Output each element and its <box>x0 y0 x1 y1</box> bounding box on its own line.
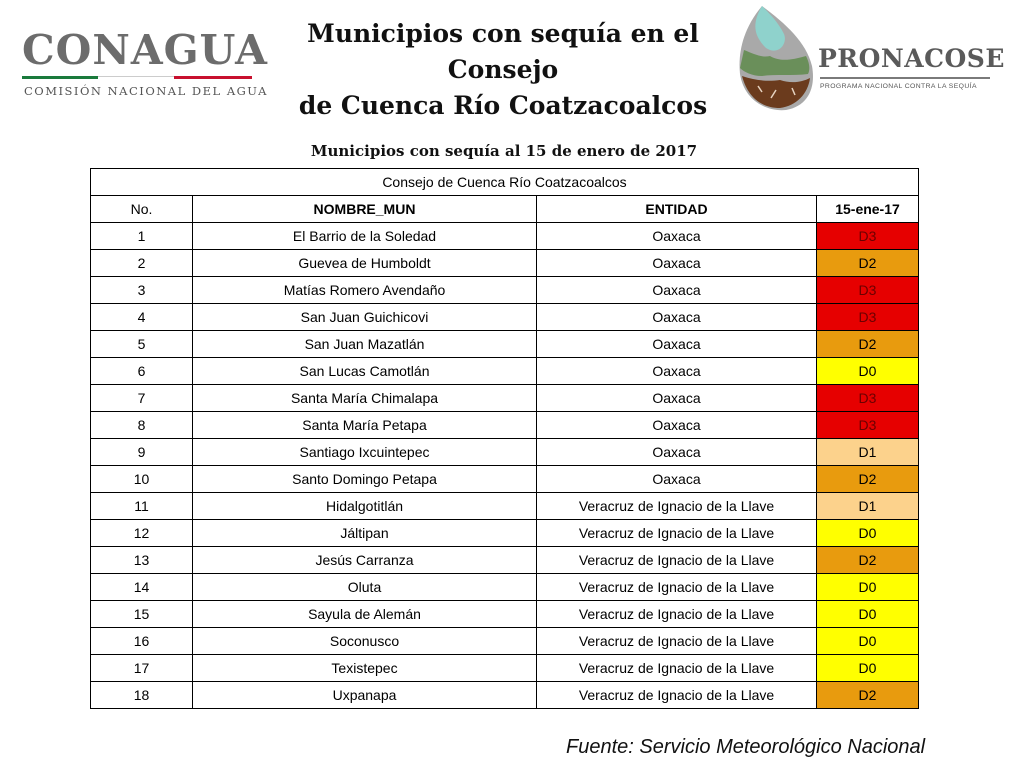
row-number: 7 <box>91 385 193 412</box>
column-header-municipality: NOMBRE_MUN <box>193 196 537 223</box>
row-number: 9 <box>91 439 193 466</box>
table-row <box>91 412 919 439</box>
municipality-name: Santa María Chimalapa <box>193 385 537 412</box>
conagua-logo-text: CONAGUA <box>22 26 268 74</box>
table-row <box>91 655 919 682</box>
source-note: Fuente: Servicio Meteorológico Nacional <box>566 736 926 758</box>
flag-stripe-green <box>22 76 98 79</box>
row-number: 1 <box>91 223 193 250</box>
flag-stripe-white <box>98 76 174 79</box>
municipality-name: Jesús Carranza <box>193 547 537 574</box>
pronacose-logo-text: PRONACOSE <box>818 44 1005 73</box>
municipality-name: San Juan Guichicovi <box>193 304 537 331</box>
table-heading: Municipios con sequía al 15 de enero de 2017 <box>310 142 698 160</box>
drought-level: D2 <box>817 331 919 358</box>
drought-level: D0 <box>817 628 919 655</box>
entity-name: Oaxaca <box>537 439 817 466</box>
municipality-name: Texistepec <box>193 655 537 682</box>
table-row <box>91 466 919 493</box>
row-number: 5 <box>91 331 193 358</box>
row-number: 3 <box>91 277 193 304</box>
entity-name: Oaxaca <box>537 277 817 304</box>
entity-name: Veracruz de Ignacio de la Llave <box>537 547 817 574</box>
municipality-name: Matías Romero Avendaño <box>193 277 537 304</box>
row-number: 11 <box>91 493 193 520</box>
municipality-name: San Lucas Camotlán <box>193 358 537 385</box>
column-header-date: 15-ene-17 <box>817 196 919 223</box>
entity-name: Oaxaca <box>537 412 817 439</box>
drought-level: D0 <box>817 574 919 601</box>
council-row <box>91 169 919 196</box>
municipality-name: Sayula de Alemán <box>193 601 537 628</box>
row-number: 13 <box>91 547 193 574</box>
table-row <box>91 439 919 466</box>
flag-stripe-red <box>174 76 252 79</box>
pronacose-logo-subtitle: PROGRAMA NACIONAL CONTRA LA SEQUÍA <box>820 83 977 90</box>
drought-level: D1 <box>817 493 919 520</box>
entity-name: Veracruz de Ignacio de la Llave <box>537 493 817 520</box>
municipality-name: Santiago Ixcuintepec <box>193 439 537 466</box>
row-number: 2 <box>91 250 193 277</box>
row-number: 10 <box>91 466 193 493</box>
municipality-name: Oluta <box>193 574 537 601</box>
drought-level: D2 <box>817 466 919 493</box>
entity-name: Veracruz de Ignacio de la Llave <box>537 520 817 547</box>
table-row <box>91 250 919 277</box>
entity-name: Oaxaca <box>537 331 817 358</box>
drought-level: D0 <box>817 655 919 682</box>
entity-name: Veracruz de Ignacio de la Llave <box>537 601 817 628</box>
municipality-name: Jáltipan <box>193 520 537 547</box>
table-row <box>91 601 919 628</box>
table-row <box>91 682 919 709</box>
municipality-name: El Barrio de la Soledad <box>193 223 537 250</box>
drought-level: D0 <box>817 358 919 385</box>
entity-name: Oaxaca <box>537 358 817 385</box>
drought-level: D0 <box>817 601 919 628</box>
page-title-line1: Municipios con sequía en el Consejo <box>307 19 699 84</box>
drought-level: D1 <box>817 439 919 466</box>
entity-name: Veracruz de Ignacio de la Llave <box>537 574 817 601</box>
drought-map-icon <box>736 4 816 112</box>
municipality-name: Santo Domingo Petapa <box>193 466 537 493</box>
table-row <box>91 358 919 385</box>
drought-level: D0 <box>817 520 919 547</box>
row-number: 14 <box>91 574 193 601</box>
row-number: 8 <box>91 412 193 439</box>
table-row <box>91 304 919 331</box>
table-row <box>91 277 919 304</box>
entity-name: Oaxaca <box>537 223 817 250</box>
page-title-line2: de Cuenca Río Coatzacoalcos <box>298 91 708 120</box>
pronacose-logo <box>736 4 1005 114</box>
entity-name: Oaxaca <box>537 250 817 277</box>
table-row <box>91 493 919 520</box>
municipality-name: Soconusco <box>193 628 537 655</box>
table-row <box>91 574 919 601</box>
entity-name: Veracruz de Ignacio de la Llave <box>537 655 817 682</box>
row-number: 15 <box>91 601 193 628</box>
row-number: 18 <box>91 682 193 709</box>
conagua-logo <box>22 26 268 98</box>
table-row <box>91 547 919 574</box>
page-title <box>268 16 738 124</box>
municipality-name: Hidalgotitlán <box>193 493 537 520</box>
drought-level: D2 <box>817 250 919 277</box>
entity-name: Veracruz de Ignacio de la Llave <box>537 682 817 709</box>
entity-name: Oaxaca <box>537 385 817 412</box>
column-header-no: No. <box>91 196 193 223</box>
municipality-name: Guevea de Humboldt <box>193 250 537 277</box>
row-number: 4 <box>91 304 193 331</box>
entity-name: Veracruz de Ignacio de la Llave <box>537 628 817 655</box>
table-row <box>91 520 919 547</box>
table-row <box>91 385 919 412</box>
table-row <box>91 331 919 358</box>
entity-name: Oaxaca <box>537 466 817 493</box>
table-row <box>91 223 919 250</box>
row-number: 12 <box>91 520 193 547</box>
municipality-name: San Juan Mazatlán <box>193 331 537 358</box>
conagua-logo-subtitle: COMISIÓN NACIONAL DEL AGUA <box>24 84 268 98</box>
row-number: 6 <box>91 358 193 385</box>
drought-level: D3 <box>817 277 919 304</box>
drought-level: D3 <box>817 385 919 412</box>
column-header-entity: ENTIDAD <box>537 196 817 223</box>
entity-name: Oaxaca <box>537 304 817 331</box>
municipality-name: Santa María Petapa <box>193 412 537 439</box>
row-number: 17 <box>91 655 193 682</box>
municipality-name: Uxpanapa <box>193 682 537 709</box>
drought-level: D2 <box>817 682 919 709</box>
council-name: Consejo de Cuenca Río Coatzacoalcos <box>91 169 919 196</box>
row-number: 16 <box>91 628 193 655</box>
drought-level: D3 <box>817 223 919 250</box>
drought-level: D3 <box>817 412 919 439</box>
drought-level: D2 <box>817 547 919 574</box>
drought-table <box>90 168 919 709</box>
table-header-row <box>91 196 919 223</box>
table-row <box>91 628 919 655</box>
pronacose-logo-rule <box>820 77 990 79</box>
drought-level: D3 <box>817 304 919 331</box>
